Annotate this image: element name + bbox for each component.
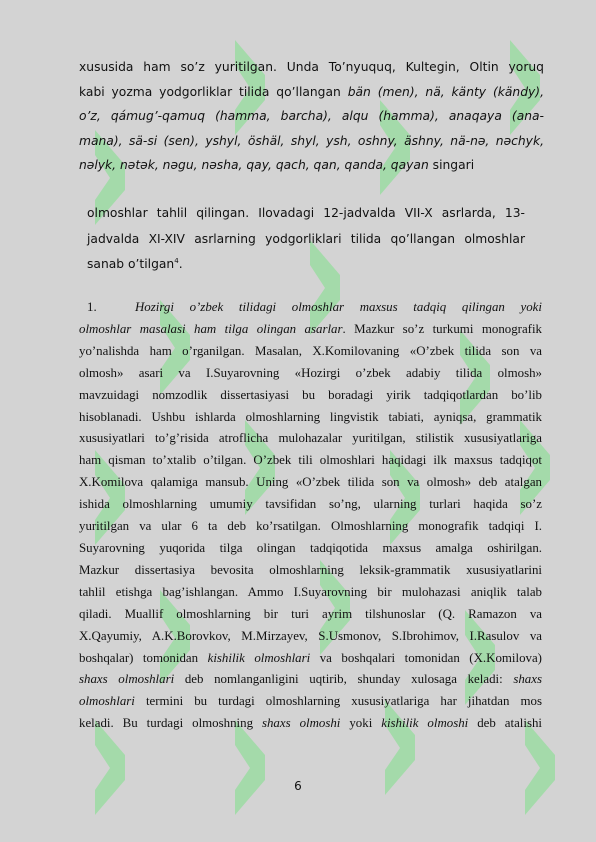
watermark-icon <box>515 720 565 830</box>
footnote-ref[interactable]: 4 <box>174 256 179 265</box>
text-line: mavzuidagi nomzodlik dissertasiyasi bu boradagi yirik tadqiqotlardan bo’lib <box>79 387 542 402</box>
text-line: xususida ham so’z yuritilgan. Unda To’nyuquq, Kultegin, Oltin yoruq <box>79 60 544 74</box>
text-line: jadvalda XI-XIV asrlarning yodgorliklari tilida qo’llangan olmoshlar <box>87 231 525 246</box>
text-line: xususiyatlari to’g’risida atroflicha mulohazalar yuritilgan, stilistik xususiyatlariga <box>79 431 542 446</box>
text-line: olmoshlar tahlil qilingan. Ilovadagi 12-jadvalda VII-X asrlarda, 13- <box>87 206 525 220</box>
text-line: olmoshlar masalasi ham tilga olingan asarlar. Mazkur so’z turkumi monografik <box>79 321 542 336</box>
paragraph-tables <box>87 201 525 278</box>
text-line: o’z, qámug’-qamuq (hamma, barcha), alqu (hamma), anaqaya (ana- <box>79 109 544 124</box>
watermark-icon <box>225 720 275 830</box>
text-line: qiladi. Muallif olmoshlarning bir turi ayrim tilshunoslar (Q. Ramazon va <box>79 606 542 621</box>
text-line: keladi. Bu turdagi olmoshning shaxs olmoshi yoki kishilik olmoshi deb atalishi <box>79 716 542 731</box>
text-line: 1. Hozirgi o’zbek tilidagi olmoshlar maxsus tadqiq qilingan yoki <box>79 297 542 319</box>
text-line: tahlil etishga bag’ishlangan. Ammo I.Suyarovning bir mulohazasi aniqlik talab <box>79 584 542 599</box>
watermark-icon <box>85 720 135 830</box>
text-line: X.Qayumiy, A.K.Borovkov, M.Mirzayev, S.Usmonov, S.Ibrohimov, I.Rasulov va <box>79 628 542 643</box>
text-line: hisoblanadi. Ushbu ishlarda olmoshlarning lingvistik tabiati, ayniqsa, grammatik <box>79 409 542 424</box>
paragraph-intro <box>79 55 544 178</box>
text-line: Mazkur dissertasiya bevosita olmoshlarning leksik-grammatik xususiyatlarini <box>79 562 542 577</box>
text-line: X.Komilova qalamiga mansub. Uning «O’zbek tilida son va olmosh» deb atalgan <box>79 475 542 490</box>
page-number: 6 <box>294 779 302 793</box>
text-line: yo’nalishda ham o’rganilgan. Masalan, X.Komilovaning «O’zbek tilida son va <box>79 343 542 358</box>
text-line: boshqalar) tomonidan kishilik olmoshlari va boshqalari tomonidan (X.Komilova) <box>79 650 542 665</box>
text-line: kabi yozma yodgorliklar tilida qo’llangan bän (men), nä, känty (kändy), <box>79 84 544 99</box>
text-line: ishida olmoshlarning umumiy tavsifidan so’ng, ularning turlari haqida so’z <box>79 497 542 512</box>
text-line: olmosh» asari va I.Suyarovning «Hozirgi o’zbek adabiy tilida olmosh» <box>79 365 542 380</box>
text-line: olmoshlari termini bu turdagi olmoshlarning xususiyatlariga har jihatdan mos <box>79 694 542 709</box>
text-line: sanab o’tilgan$^4$. <box>87 256 183 271</box>
text-line: mana), sä-si (sen), yshyl, öshäl, shyl, ysh, oshny, äshny, nä-nә, nәchyk, <box>79 133 544 148</box>
paragraph-section-1 <box>79 297 542 735</box>
text-line: Suyarovning yuqorida tilga olingan tadqiqotida maxsus amalga oshirilgan. <box>79 540 542 555</box>
text-line: ham qisman to’xtalib o’tilgan. O’zbek tili olmoshlari haqidagi ilk maxsus tadqiqot <box>79 453 542 468</box>
text-line: shaxs olmoshlari deb nomlanganligini uqtirib, shunday xulosaga keladi: shaxs <box>79 672 542 687</box>
text-line: yuritilgan va ular 6 ta deb ko’rsatilgan. Olmoshlarning monografik tadqiqi I. <box>79 519 542 534</box>
text-line: nәlyk, nәtәk, nәgu, nәsha, qay, qach, qan, qanda, qayan singari <box>79 158 475 173</box>
list-number: 1. <box>87 300 97 314</box>
